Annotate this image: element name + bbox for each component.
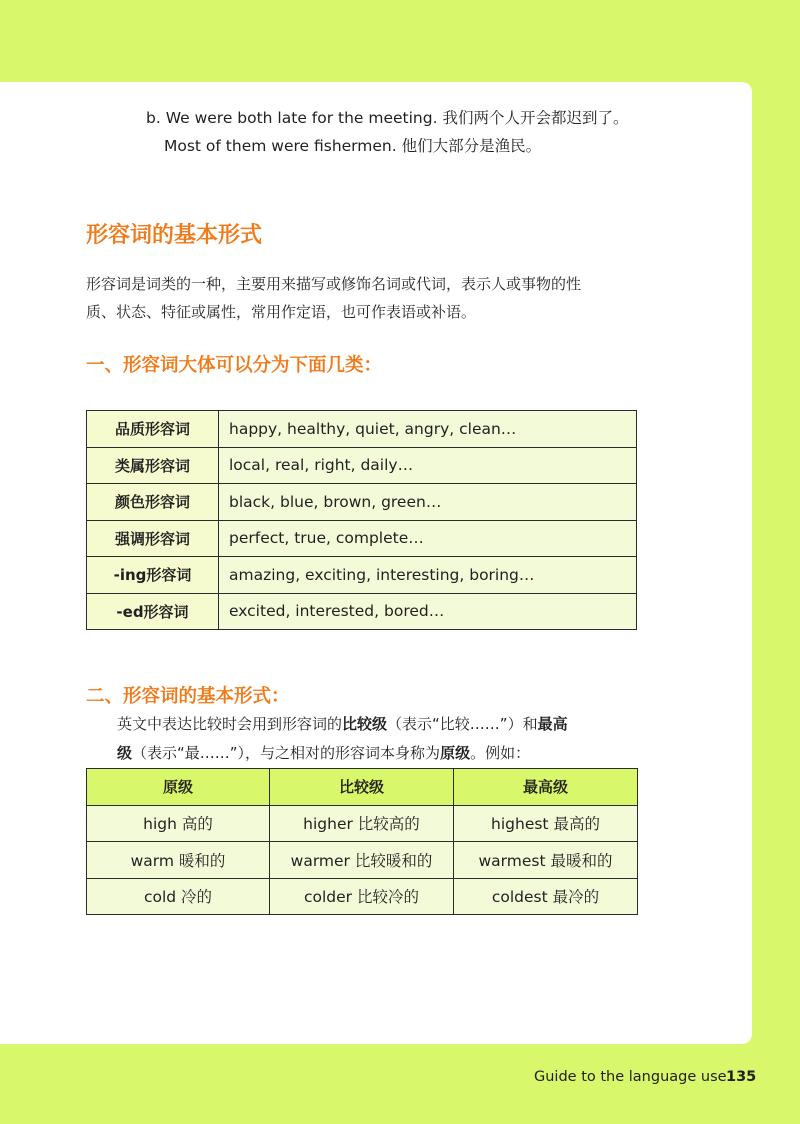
table-row [87, 842, 638, 879]
table-row [87, 411, 637, 448]
heading-forms: 二、形容词的基本形式： [86, 686, 290, 707]
column-header-superlative: 最高级 [454, 769, 638, 806]
type-name: 颜色形容词 [87, 484, 219, 521]
type-examples: happy, healthy, quiet, angry, clean… [219, 411, 637, 448]
table-cell: highest 最高的 [454, 805, 638, 842]
type-examples: local, real, right, daily… [219, 447, 637, 484]
section-title: 形容词的基本形式 [86, 223, 263, 248]
table-cell: colder 比较冷的 [270, 878, 454, 915]
intro-line-1: 形容词是词类的一种，主要用来描写或修饰名词或代词，表示人或事物的性 [86, 275, 582, 293]
type-name: 类属形容词 [87, 447, 219, 484]
table-row [87, 557, 637, 594]
type-examples: perfect, true, complete… [219, 520, 637, 557]
page-number: 135 [726, 1069, 757, 1085]
table-cell: coldest 最冷的 [454, 878, 638, 915]
table-row [87, 447, 637, 484]
type-examples: amazing, exciting, interesting, boring… [219, 557, 637, 594]
table-cell: warm 暖和的 [87, 842, 270, 879]
example-line-1: b. We were both late for the meeting. 我们两个人开会都迟到了。 [146, 109, 629, 127]
type-name: 强调形容词 [87, 520, 219, 557]
heading-types: 一、形容词大体可以分为下面几类： [86, 355, 383, 376]
intro-line-2: 质、状态、特征或属性，常用作定语，也可作表语或补语。 [86, 303, 477, 321]
table-cell: warmest 最暖和的 [454, 842, 638, 879]
adjective-types-table [86, 410, 637, 630]
footer-label: Guide to the language use [534, 1069, 727, 1085]
table-cell: cold 冷的 [87, 878, 270, 915]
type-examples: excited, interested, bored… [219, 593, 637, 630]
example-line-2: Most of them were fishermen. 他们大部分是渔民。 [164, 137, 542, 155]
type-name: -ed形容词 [87, 593, 219, 630]
table-row [87, 484, 637, 521]
table-row [87, 593, 637, 630]
column-header-positive: 原级 [87, 769, 270, 806]
comparison-forms-table [86, 768, 638, 915]
table-cell: higher 比较高的 [270, 805, 454, 842]
table-header-row [87, 769, 638, 806]
forms-paragraph-line-2: 级（表示“最……”），与之相对的形容词本身称为原级。例如： [117, 744, 531, 762]
table-cell: high 高的 [87, 805, 270, 842]
type-name: 品质形容词 [87, 411, 219, 448]
column-header-comparative: 比较级 [270, 769, 454, 806]
table-row [87, 805, 638, 842]
table-row [87, 520, 637, 557]
table-row [87, 878, 638, 915]
table-cell: warmer 比较暖和的 [270, 842, 454, 879]
forms-paragraph-line-1: 英文中表达比较时会用到形容词的比较级（表示“比较……”）和最高 [117, 715, 568, 733]
type-name: -ing形容词 [87, 557, 219, 594]
type-examples: black, blue, brown, green… [219, 484, 637, 521]
